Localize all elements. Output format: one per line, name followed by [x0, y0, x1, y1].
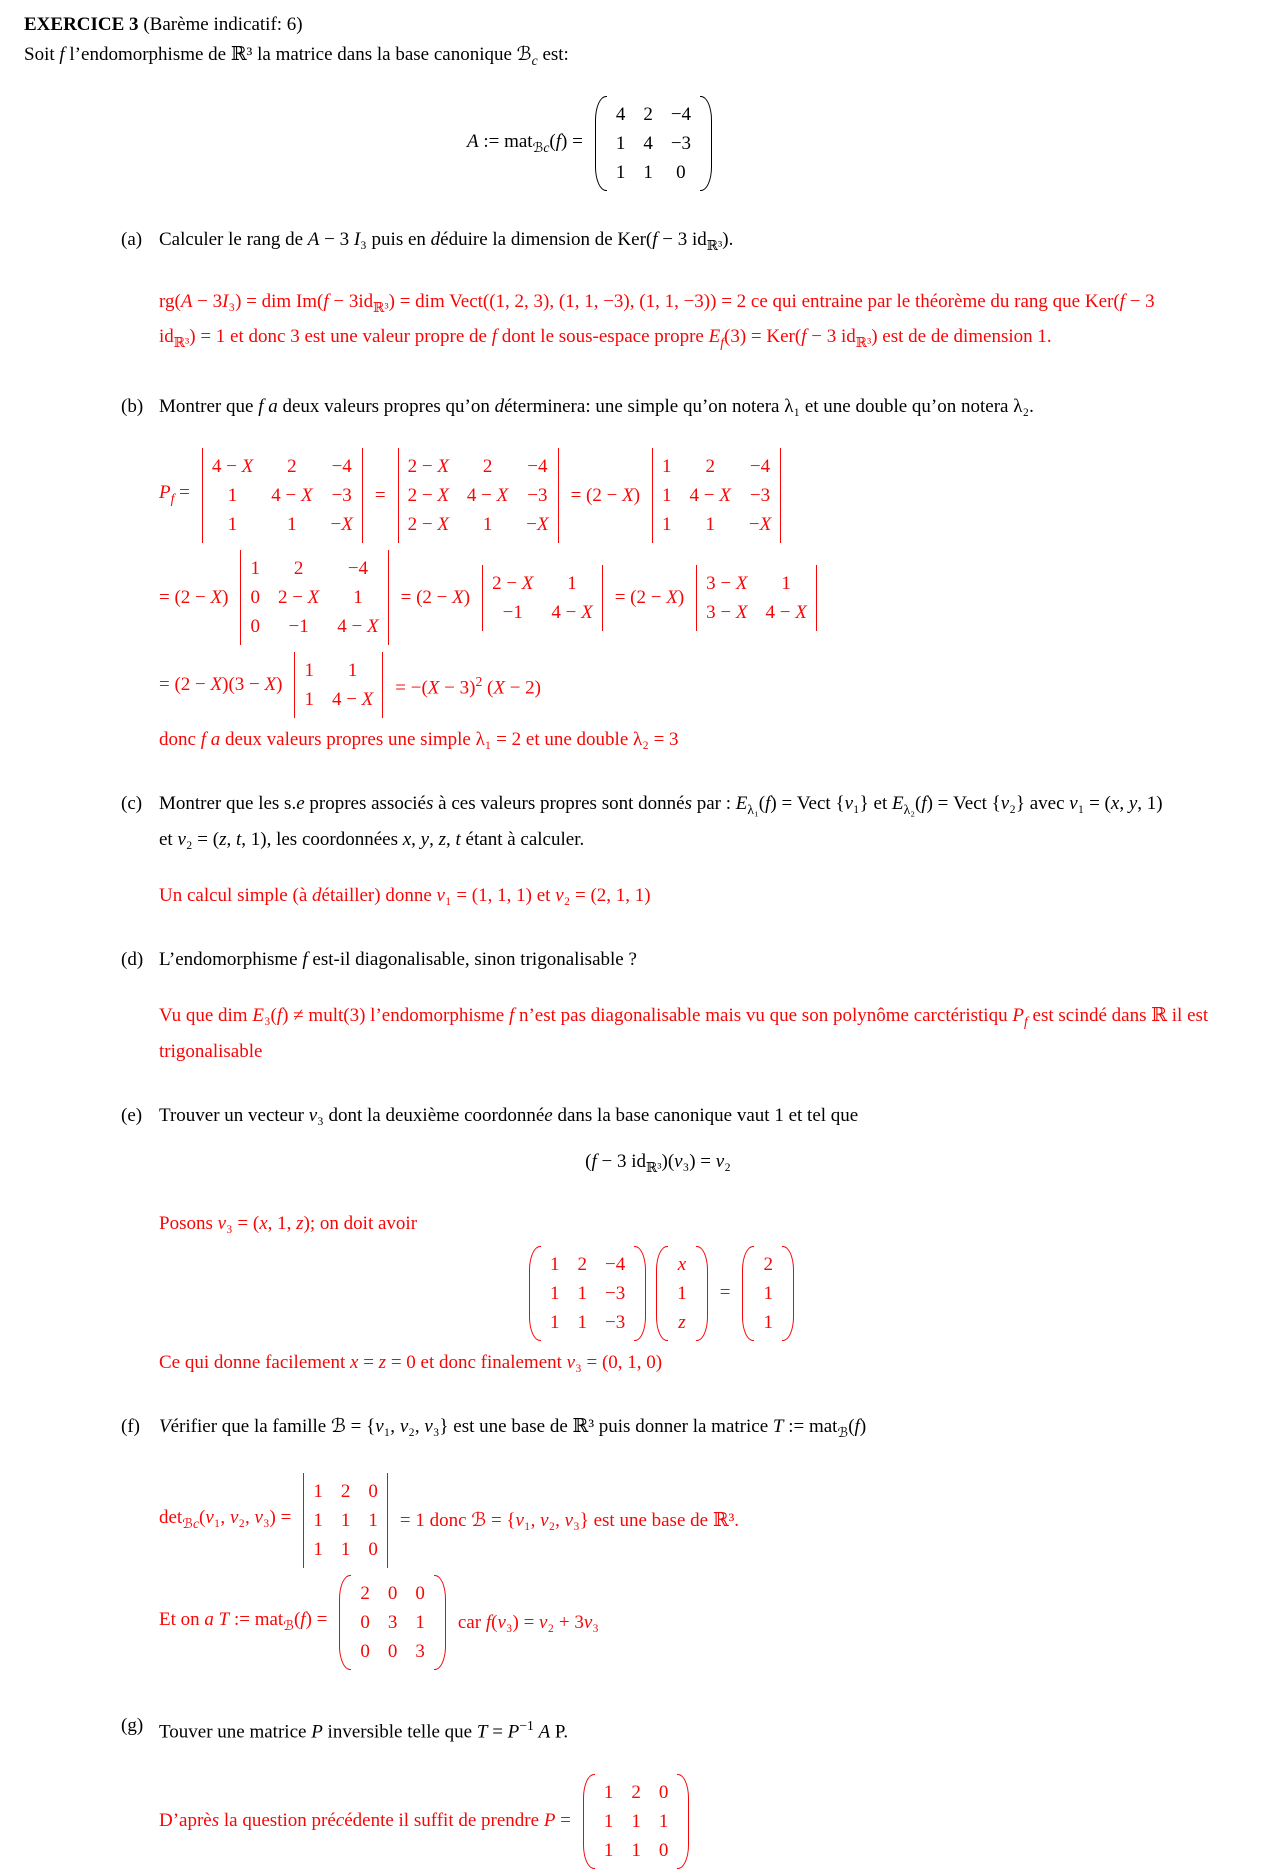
matrix-cell: 2 [705, 456, 715, 478]
matrix-cell: 0 [387, 1641, 398, 1663]
determinant-1 [202, 448, 363, 543]
determinant-3 [652, 448, 781, 543]
matrix-grid [483, 565, 602, 631]
matrix-cell: 4 − X [689, 485, 731, 507]
item-g-answer [159, 1774, 1164, 1869]
matrix-cell: 1 [603, 1839, 614, 1861]
matrix-cell: 1 [313, 1510, 323, 1532]
parenthesis-r [677, 1774, 689, 1869]
item-c-answer: Un calcul simple (à détailler) donne v₁ = (1, 1, 1) et v₂ = (2, 1, 1) [159, 884, 651, 906]
item-c-question: Montrer que les s.e propres associés à ces valeurs propres sont donnés par : $E_{\lambda_1}(f)$ = Vect {v₁} et $E_{\lambda_2}(f)$ = Vect {v₂} avec v₁ = (x, y, 1) et v₂ = (z, t, 1), les coordonnées x, y, z, t étant à calculer. [159, 793, 1163, 850]
matrix-cell: 4 − X [337, 616, 379, 638]
item-d-body [159, 945, 1209, 1067]
matrix-T [339, 1575, 446, 1670]
matrix-cell: 2 − X [407, 456, 449, 478]
exercise-number: EXERCICE 3 [24, 14, 139, 35]
item-g-body [159, 1711, 1164, 1875]
pf-lhs: $P_f$ = [159, 481, 190, 506]
matrix-system [529, 1246, 646, 1341]
determinant-4 [240, 550, 388, 645]
matrix-cell: 0 [360, 1641, 370, 1663]
matrix-grid [595, 1774, 678, 1869]
determinant-bar-r [602, 565, 603, 631]
matrix-cell: z [678, 1311, 686, 1333]
item-e-display-equation [159, 1147, 1164, 1183]
matrix-cell: 0 [387, 1583, 398, 1605]
item-e-posons: Posons v₃ = (x, 1, z); on doit avoir [159, 1212, 418, 1234]
matrix-cell: 1 [304, 689, 314, 711]
matrix-cell: 2 [482, 456, 493, 478]
matrix-cell: 1 [763, 1282, 773, 1304]
item-b-conclusion: donc f a deux valeurs propres une simple λ₁ = 2 et une double λ₂ = 3 [159, 729, 679, 751]
matrix-grid [304, 1473, 387, 1568]
item-d [24, 945, 1240, 1067]
item-c-body [159, 789, 1164, 911]
matrix-cell: 1 [313, 1539, 323, 1561]
matrix-cell: −X [748, 514, 772, 536]
item-b-body [159, 392, 1164, 755]
intro-line: Soit f l’endomorphisme de ℝ³ la matrice dans la base canonique ℬ$_c$ est: [24, 44, 569, 68]
determinant-7 [294, 652, 383, 718]
item-g-label: (g) [121, 1715, 144, 1737]
matrix-cell: 2 [763, 1253, 773, 1275]
matrix-cell: 3 [387, 1612, 398, 1634]
item-d-answer: Vu que dim E₃(f) ≠ mult(3) l’endomorphisme f n’est pas diagonalisable mais vu que son polynôme carctéristiqu $P_f$ est scindé dans ℝ il est trigonalisable [159, 1004, 1209, 1062]
item-e-question: Trouver un vecteur v₃ dont la deuxième coordonnée dans la base canonique vaut 1 et tel que [159, 1104, 859, 1126]
matrix-grid [399, 448, 558, 543]
matrix-cell: 1 [287, 514, 297, 536]
matrix-cell: −3 [331, 485, 352, 507]
determinant-2 [398, 448, 559, 543]
matrix-cell: −4 [605, 1253, 626, 1275]
item-c [24, 789, 1240, 911]
matrix-A-display [24, 96, 1240, 191]
matrix-cell: 1 [550, 1282, 560, 1304]
matrix-cell: 2 [287, 456, 297, 478]
determinant-6 [696, 565, 817, 631]
matrix-cell: 4 − X [765, 601, 807, 623]
parenthesis-l [595, 96, 607, 191]
matrix-cell: −4 [670, 103, 692, 125]
matrix-cell: −X [526, 514, 549, 536]
matrix-cell: 1 [347, 660, 358, 682]
matrix-cell: 2 − X [492, 572, 534, 594]
matrix-cell: −3 [749, 485, 771, 507]
matrix-grid [653, 448, 780, 543]
item-f-question: Vérifier que la famille ℬ = {v₁, v₂, v₃} est une base de ℝ³ puis donner la matrice T := mat$_ℬ$(f) [159, 1415, 867, 1440]
characteristic-polynomial-line-1 [159, 448, 1164, 543]
item-f-label: (f) [121, 1415, 140, 1437]
matrix-cell: 1 [567, 572, 577, 594]
item-e-body [159, 1101, 1164, 1378]
matrix-P-lhs: D’après la question précédente il suffit de prendre P = [159, 1810, 571, 1832]
matrix-cell: −3 [605, 1282, 626, 1304]
matrix-grid [351, 1575, 434, 1670]
item-d-label: (d) [121, 948, 144, 970]
det-rhs: = 1 donc ℬ = {v₁, v₂, v₃} est une base de ℝ³. [399, 1509, 740, 1531]
matrix-cell: 1 [603, 1781, 614, 1803]
item-a-question: Calculer le rang de A − 3 I₃ puis en déduire la dimension de Ker(f − 3 $id_{ℝ^3}$). [159, 228, 734, 253]
item-f-body [159, 1412, 1164, 1678]
item-e-label: (e) [121, 1104, 143, 1126]
parenthesis-l [583, 1774, 595, 1869]
parenthesis-l [529, 1246, 541, 1341]
determinant-bar-r [362, 448, 363, 543]
parenthesis-r [696, 1246, 708, 1341]
matrix-cell: 1 [781, 572, 791, 594]
matrix-cell: −4 [347, 558, 369, 580]
matrix-cell: 0 [250, 587, 260, 609]
matrix-cell: −1 [288, 616, 309, 638]
parenthesis-r [700, 96, 712, 191]
item-d-question: L’endomorphisme f est-il diagonalisable, sinon trigonalisable ? [159, 948, 637, 970]
matrix-cell: 0 [676, 161, 686, 183]
matrix-T-rhs: car f(v₃) = v₂ + 3v₃ [457, 1611, 599, 1633]
matrix-T-line [159, 1575, 1164, 1670]
matrix-grid [241, 550, 387, 645]
matrix-cell: 1 [643, 161, 653, 183]
matrix-cell: 3 [415, 1641, 425, 1663]
matrix-cell: 1 [550, 1253, 560, 1275]
matrix-cell: 1 [250, 558, 260, 580]
matrix-cell: −1 [502, 601, 523, 623]
matrix-grid [607, 96, 700, 191]
determinant-basis [303, 1473, 388, 1568]
matrix-cell: 1 [603, 1810, 614, 1832]
matrix-grid [203, 448, 362, 543]
determinant-bar-r [387, 1473, 388, 1568]
matrix-cell: 1 [705, 514, 715, 536]
parenthesis-l [339, 1575, 351, 1670]
matrix-cell: 4 − X [211, 456, 254, 478]
characteristic-polynomial-line-3 [159, 652, 1164, 718]
item-e-matrix-equation [159, 1246, 1164, 1341]
matrix-cell: 2 [293, 558, 304, 580]
item-g [24, 1711, 1240, 1875]
item-b-question: Montrer que f a deux valeurs propres qu’on déterminera: une simple qu’on notera λ₁ et une double qu’on notera λ₂. [159, 396, 1034, 418]
matrix-cell: 1 [313, 1481, 323, 1503]
matrix-cell: 1 [615, 161, 626, 183]
matrix-cell: 3 − X [706, 572, 748, 594]
matrix-cell: 1 [658, 1810, 669, 1832]
matrix-cell: 1 [662, 514, 672, 536]
pf-factor-2: = (2 − X) [159, 586, 229, 608]
matrix-cell: −4 [527, 456, 548, 478]
matrix-cell: 1 [615, 132, 626, 154]
matrix-grid [668, 1246, 696, 1341]
determinant-bar-r [388, 550, 389, 645]
matrix-cell: 4 − X [271, 485, 313, 507]
matrix-cell: 1 [763, 1311, 773, 1333]
matrix-cell: 1 [662, 456, 672, 478]
matrix-cell: 1 [353, 587, 363, 609]
matrix-cell: 0 [368, 1481, 378, 1503]
pf-factor-4: = (2 − X) [614, 586, 685, 608]
matrix-cell: 4 − X [466, 485, 509, 507]
vector-unknown [656, 1246, 708, 1341]
matrix-cell: 2 [631, 1781, 641, 1803]
pf-equals-1: = [374, 484, 386, 506]
parenthesis-r [434, 1575, 446, 1670]
parenthesis-r [782, 1246, 794, 1341]
item-a-body [159, 225, 1164, 358]
matrix-P [583, 1774, 690, 1869]
matrix-cell: 4 − X [331, 689, 374, 711]
matrix-cell: 1 [550, 1311, 560, 1333]
item-a [24, 225, 1240, 358]
matrix-cell: 3 − X [706, 601, 748, 623]
matrix-cell: −3 [527, 485, 548, 507]
matrix-P-line [159, 1774, 1164, 1869]
matrix-cell: −3 [605, 1311, 626, 1333]
parenthesis-l [742, 1246, 754, 1341]
matrix-cell: 1 [577, 1282, 588, 1304]
pf-factor-3: = (2 − X) [400, 586, 471, 608]
matrix-cell: x [677, 1253, 687, 1275]
matrix-cell: 0 [658, 1781, 669, 1803]
item-b [24, 392, 1240, 755]
matrix-cell: −3 [670, 132, 692, 154]
item-e-answer [159, 1209, 1164, 1378]
matrix-cell: 2 − X [407, 514, 449, 536]
matrix-cell: 2 [340, 1481, 351, 1503]
item-e [24, 1101, 1240, 1378]
characteristic-polynomial-line-2 [159, 550, 1164, 645]
matrix-grid [295, 652, 382, 718]
matrix-cell: 2 [643, 103, 653, 125]
exercise-heading [24, 10, 1240, 40]
matrix-T-lhs: Et on a T := mat$_ℬ$(f) = [159, 1608, 328, 1633]
matrix-A [595, 96, 712, 191]
det-lhs: $\det_{ℬc}(v_1$, v₂, v₃) = [159, 1506, 292, 1531]
matrix-grid [541, 1246, 634, 1341]
matrix-cell: 1 [631, 1839, 641, 1861]
matrix-cell: 1 [577, 1311, 588, 1333]
matrix-cell: 1 [340, 1539, 351, 1561]
matrix-cell: 1 [631, 1810, 641, 1832]
determinant-bar-r [558, 448, 559, 543]
determinant-5 [482, 565, 603, 631]
item-g-question: Touver une matrice P inversible telle que $T = P^{-1}$ A P. [159, 1718, 569, 1743]
pf-factor-1: = (2 − X) [570, 484, 641, 506]
matrix-cell: 1 [368, 1510, 378, 1532]
item-b-label: (b) [121, 396, 144, 418]
determinant-bar-r [382, 652, 383, 718]
matrix-cell: 1 [304, 660, 314, 682]
matrix-cell: 1 [677, 1282, 687, 1304]
parenthesis-r [634, 1246, 646, 1341]
matrix-grid [697, 565, 816, 631]
item-e-conclusion: Ce qui donne facilement x = z = 0 et donc finalement v₃ = (0, 1, 0) [159, 1351, 663, 1373]
determinant-bar-r [780, 448, 781, 543]
item-a-label: (a) [121, 228, 143, 250]
item-a-answer: rg(A − 3I₃) = dim $Im(f - 3id_{ℝ^3})$ = dim Vect((1, 2, 3), (1, 1, −3), (1, 1, −3)) = 2 ce qui entraine par le théorème du rang que Ker(f − 3 $id_{ℝ^3}) = 1$ et donc 3 est une valeur propre de f dont le sous-espace propre $E_f(3) = Ker(f - 3$ $id_{ℝ^3}$) est de de dimension 1. [159, 290, 1155, 351]
matrix-cell: 2 − X [277, 587, 320, 609]
item-f [24, 1412, 1240, 1678]
matrix-cell: 2 − X [407, 485, 449, 507]
matrix-cell: 2 [577, 1253, 588, 1275]
matrix-cell: 1 [340, 1510, 351, 1532]
matrix-cell: 0 [250, 616, 260, 638]
matrix-cell: 0 [415, 1583, 425, 1605]
matrix-A-lhs: A := mat$_{ℬc}$(f) = [466, 130, 583, 155]
exercise-bareme: (Barème indicatif: 6) [138, 14, 303, 35]
determinant-basis-line [159, 1473, 1164, 1568]
matrix-cell: 4 [615, 103, 626, 125]
matrix-cell: −X [330, 514, 353, 536]
pf-result: = $-(X - 3)^2$ (X − 2) [395, 674, 542, 699]
item-c-label: (c) [121, 793, 143, 815]
matrix-cell: 0 [658, 1839, 669, 1861]
determinant-bar-r [816, 565, 817, 631]
matrix-cell: 4 − X [551, 601, 593, 623]
parenthesis-l [656, 1246, 668, 1341]
matrix-cell: 1 [415, 1612, 425, 1634]
vector-rhs [742, 1246, 794, 1341]
equals-sign: = [719, 1282, 731, 1304]
item-e-display-text: (f − 3 $id_{ℝ^3})(v_3) = v_2$ [585, 1150, 731, 1175]
matrix-cell: 1 [482, 514, 493, 536]
matrix-cell: 1 [227, 485, 238, 507]
matrix-cell: 1 [662, 485, 672, 507]
matrix-cell: 1 [227, 514, 238, 536]
item-f-answer [159, 1473, 1164, 1670]
matrix-cell: −4 [331, 456, 352, 478]
pf-factor-5: = (2 − X)(3 − X) [159, 674, 283, 696]
matrix-cell: 0 [368, 1539, 378, 1561]
matrix-cell: 2 [360, 1583, 370, 1605]
matrix-cell: 4 [643, 132, 653, 154]
matrix-cell: 0 [360, 1612, 370, 1634]
matrix-grid [754, 1246, 782, 1341]
item-b-answer [159, 448, 1164, 755]
matrix-cell: −4 [749, 456, 771, 478]
